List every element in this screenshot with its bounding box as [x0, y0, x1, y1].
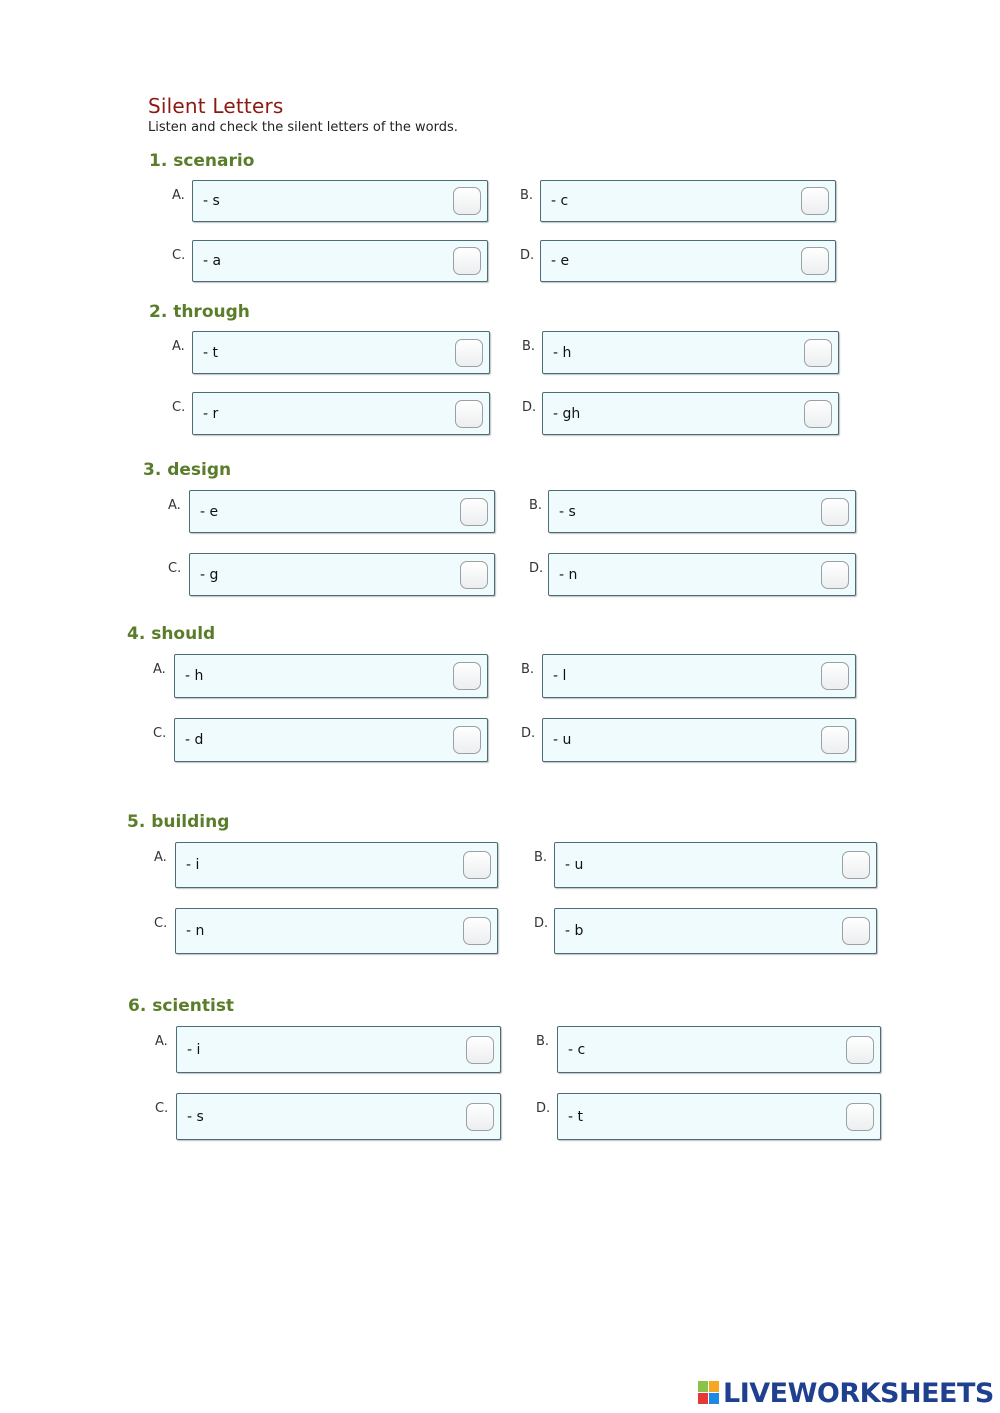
option-letter: B. [529, 498, 543, 513]
option-letter: A. [168, 498, 181, 513]
option-checkbox[interactable] [846, 1036, 874, 1064]
option-letter: A. [155, 1034, 168, 1049]
question-title: 5. building [127, 812, 230, 832]
option-checkbox[interactable] [455, 339, 483, 367]
option-checkbox[interactable] [821, 662, 849, 690]
option-text: - gh [553, 405, 581, 422]
option-checkbox[interactable] [463, 917, 491, 945]
option-text: - u [565, 857, 584, 873]
option-letter: D. [521, 726, 536, 741]
question-title: 2. through [149, 302, 250, 322]
answer-option[interactable] [174, 718, 488, 762]
option-text: - g [200, 566, 219, 583]
option-text: - i [187, 1041, 201, 1058]
option-letter: B. [521, 662, 535, 677]
answer-option[interactable] [192, 240, 488, 282]
option-checkbox[interactable] [821, 498, 849, 526]
option-checkbox[interactable] [821, 561, 849, 589]
answer-option[interactable] [174, 654, 488, 698]
option-letter: A. [172, 188, 185, 203]
liveworksheets-logo [698, 1377, 994, 1409]
option-text: - h [185, 668, 204, 684]
option-letter: D. [536, 1101, 551, 1116]
answer-option[interactable] [192, 180, 488, 222]
answer-option[interactable] [540, 240, 836, 282]
option-letter: C. [168, 561, 182, 576]
option-text: - t [203, 344, 218, 361]
option-letter: B. [536, 1034, 550, 1049]
option-letter: A. [154, 850, 167, 865]
answer-option[interactable] [548, 490, 856, 533]
option-text: - u [553, 732, 572, 748]
option-letter: D. [529, 561, 544, 576]
worksheet-instruction: Listen and check the silent letters of the words. [148, 120, 458, 135]
option-letter: A. [172, 339, 185, 354]
option-text: - s [559, 503, 576, 520]
option-text: - h [553, 344, 572, 361]
option-checkbox[interactable] [453, 187, 481, 215]
worksheet-title: Silent Letters [148, 94, 284, 118]
liveworksheets-logo-text: LIVEWORKSHEETS [723, 1377, 994, 1409]
option-text: - d [185, 732, 204, 748]
option-checkbox[interactable] [842, 851, 870, 879]
option-checkbox[interactable] [453, 662, 481, 690]
answer-option[interactable] [557, 1026, 881, 1073]
option-checkbox[interactable] [460, 498, 488, 526]
answer-option[interactable] [176, 1093, 501, 1140]
option-letter: D. [522, 400, 537, 415]
answer-option[interactable] [540, 180, 836, 222]
option-letter: B. [534, 850, 548, 865]
option-checkbox[interactable] [453, 726, 481, 754]
answer-option[interactable] [554, 842, 877, 888]
answer-option[interactable] [548, 553, 856, 596]
option-text: - b [565, 923, 584, 939]
option-text: - r [203, 405, 219, 422]
option-checkbox[interactable] [463, 851, 491, 879]
answer-option[interactable] [189, 490, 495, 533]
option-text: - t [568, 1108, 583, 1125]
option-letter: B. [522, 339, 536, 354]
option-text: - l [553, 668, 567, 684]
option-text: - c [568, 1041, 586, 1058]
option-text: - e [200, 503, 219, 520]
option-letter: C. [172, 400, 186, 415]
liveworksheets-logo-icon [698, 1381, 720, 1405]
option-text: - e [551, 253, 570, 269]
option-checkbox[interactable] [801, 247, 829, 275]
option-text: - a [203, 253, 222, 269]
option-text: - n [559, 566, 578, 583]
answer-option[interactable] [176, 1026, 501, 1073]
answer-option[interactable] [554, 908, 877, 954]
option-checkbox[interactable] [804, 400, 832, 428]
option-letter: B. [520, 188, 534, 203]
answer-option[interactable] [189, 553, 495, 596]
option-checkbox[interactable] [460, 561, 488, 589]
option-checkbox[interactable] [466, 1036, 494, 1064]
option-letter: D. [520, 248, 535, 263]
answer-option[interactable] [175, 842, 498, 888]
option-letter: C. [172, 248, 186, 263]
option-text: - i [186, 857, 200, 873]
option-checkbox[interactable] [453, 247, 481, 275]
answer-option[interactable] [175, 908, 498, 954]
question-title: 6. scientist [128, 996, 235, 1016]
answer-option[interactable] [542, 718, 856, 762]
option-checkbox[interactable] [821, 726, 849, 754]
question-title: 4. should [127, 624, 216, 644]
option-text: - s [187, 1108, 204, 1125]
question-title: 3. design [143, 460, 232, 480]
option-checkbox[interactable] [804, 339, 832, 367]
option-text: - n [186, 923, 205, 939]
option-checkbox[interactable] [842, 917, 870, 945]
answer-option[interactable] [557, 1093, 881, 1140]
answer-option[interactable] [542, 331, 839, 374]
option-checkbox[interactable] [455, 400, 483, 428]
option-letter: A. [153, 662, 166, 677]
option-letter: C. [155, 1101, 169, 1116]
question-title: 1. scenario [149, 151, 255, 171]
option-checkbox[interactable] [801, 187, 829, 215]
option-checkbox[interactable] [846, 1103, 874, 1131]
option-letter: D. [534, 916, 549, 931]
answer-option[interactable] [192, 331, 490, 374]
option-letter: C. [154, 916, 168, 931]
answer-option[interactable] [192, 392, 490, 435]
option-letter: C. [153, 726, 167, 741]
option-text: - s [203, 193, 220, 209]
answer-option[interactable] [542, 392, 839, 435]
option-text: - c [551, 193, 569, 209]
answer-option[interactable] [542, 654, 856, 698]
option-checkbox[interactable] [466, 1103, 494, 1131]
